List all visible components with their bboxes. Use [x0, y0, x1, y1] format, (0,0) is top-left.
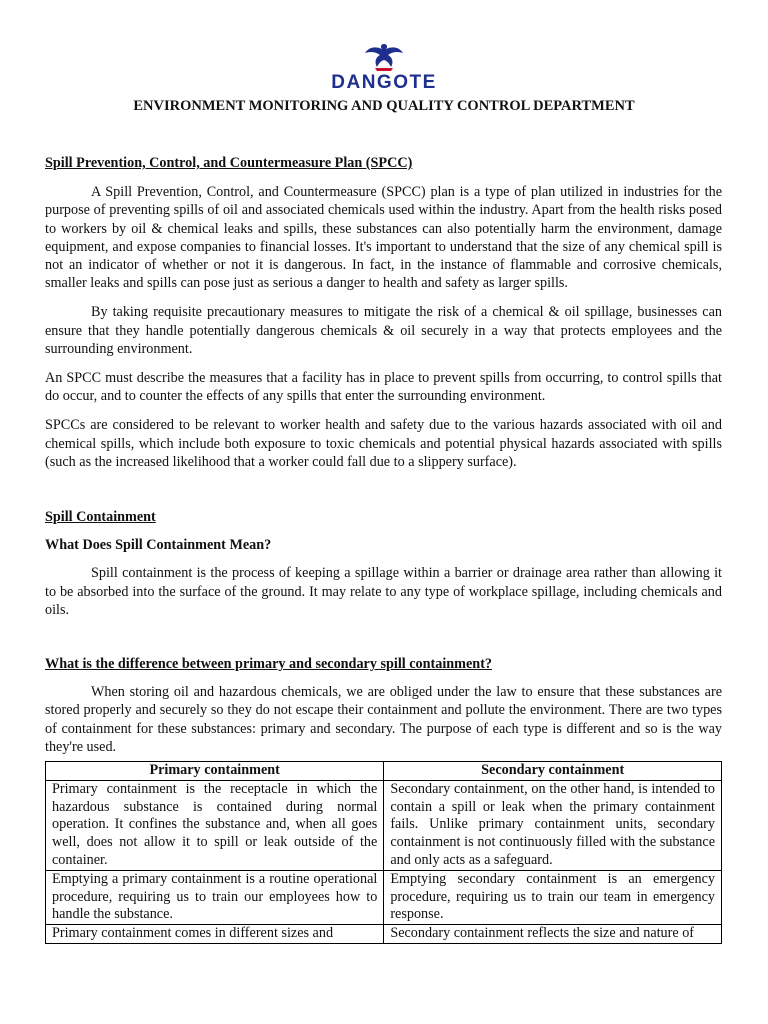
containment-subheading: What Does Spill Containment Mean?	[45, 537, 272, 554]
spcc-paragraph-3: An SPCC must describe the measures that a facility has in place to prevent spills from occurring, to control spills that do occur, and to counter the effects of any spills that enter the surrounding environment.	[45, 370, 722, 405]
table-cell-primary: Emptying a primary containment is a routine operational procedure, requiring us to train our employees how to handle the substance.	[46, 870, 384, 924]
table-cell-primary: Primary containment comes in different sizes and	[46, 925, 384, 944]
logo-wordmark: DANGOTE	[331, 72, 437, 93]
table-cell-primary: Primary containment is the receptacle in which the hazardous substance is contained during normal operation. It confines the substance and, when all goes well, does not allow it to spill or leak outside of the container.	[46, 780, 384, 870]
spcc-heading: Spill Prevention, Control, and Countermeasure Plan (SPCC)	[45, 155, 413, 171]
table-cell-secondary: Secondary containment, on the other hand, is intended to contain a spill or leak when the primary containment fails. Unlike primary containment units, secondary containment is not continuously filled with the substance and only acts as a safeguard.	[384, 780, 722, 870]
table-header-secondary: Secondary containment	[384, 762, 722, 781]
table-row	[46, 870, 722, 924]
table-cell-secondary: Secondary containment reflects the size and nature of	[384, 925, 722, 944]
table-header-primary: Primary containment	[46, 762, 384, 781]
difference-heading: What is the difference between primary and secondary spill containment?	[45, 656, 493, 673]
containment-paragraph: Spill containment is the process of keeping a spillage within a barrier or drainage area rather than allowing it to be absorbed into the surface of the ground. It may relate to any type of workplace spillage, including chemicals and oils.	[45, 565, 722, 618]
dangote-logo	[0, 40, 768, 94]
spcc-paragraph-4: SPCCs are considered to be relevant to worker health and safety due to the various hazards associated with oil and chemical spills, which include both exposure to toxic chemicals and potential physical hazards associated with spills (such as the increased likelihood that a worker could fall due to a slippery surface).	[45, 417, 722, 470]
spcc-paragraph-1: A Spill Prevention, Control, and Countermeasure (SPCC) plan is a type of plan utilized in industries for the purpose of preventing spills of oil and associated chemicals used within the industry. Apart from the health risks posed to workers by oil & chemical leaks and spills, these substances can also potentially harm the environment, damage equipment, and expose companies to financial losses. It's important to understand that the size of any chemical spill is not an indicator of whether or not it is dangerous. In fact, in the instance of flammable and corrosive chemicals, smaller leaks and spills can pose just as serious a danger to health and safety as larger spills.	[45, 184, 722, 292]
department-title: ENVIRONMENT MONITORING AND QUALITY CONTROL DEPARTMENT	[133, 98, 635, 114]
containment-table	[45, 761, 722, 944]
table-row	[46, 780, 722, 870]
table-header-row	[46, 762, 722, 781]
containment-heading: Spill Containment	[45, 509, 156, 526]
eagle-icon	[364, 40, 404, 74]
document-body	[45, 154, 722, 944]
table-wrapper	[45, 761, 722, 944]
table-row	[46, 925, 722, 944]
difference-paragraph: When storing oil and hazardous chemicals, we are obliged under the law to ensure that these substances are stored properly and securely so they do not escape their containment and pollute the environment. There are two types of containment for these substances: primary and secondary. The purpose of each type is different and so is the way they're used.	[45, 684, 722, 755]
table-cell-secondary: Emptying secondary containment is an emergency procedure, requiring us to train our team in emergency response.	[384, 870, 722, 924]
spcc-paragraph-2: By taking requisite precautionary measures to mitigate the risk of a chemical & oil spillage, businesses can ensure that they handle potentially dangerous chemicals & oil securely in a way that protects employees and the surrounding environment.	[45, 304, 722, 357]
